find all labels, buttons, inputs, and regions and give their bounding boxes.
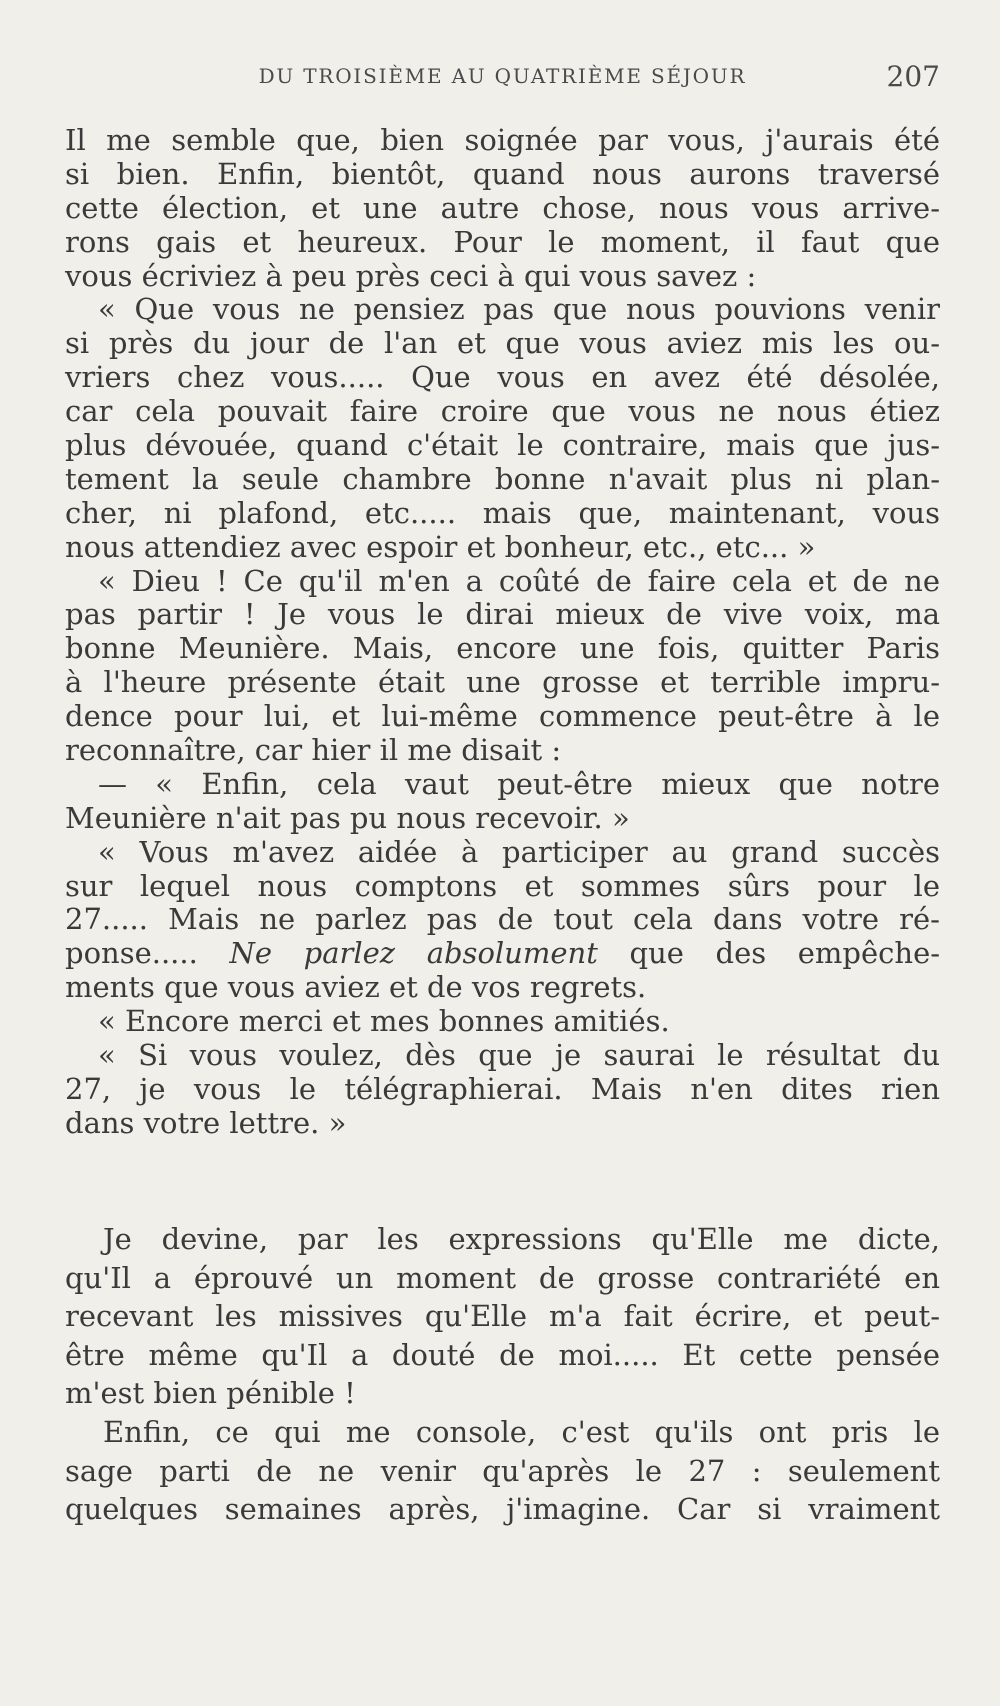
text-line: — « Enfin, cela vaut peut-être mieux que notre	[98, 766, 940, 801]
text-line: être même qu'Il a douté de moi..... Et cette pensée	[65, 1337, 940, 1372]
text-line: « Dieu ! Ce qu'il m'en a coûté de faire cela et de ne	[98, 563, 940, 598]
italic-emphasis: Ne parlez absolument	[229, 936, 598, 971]
text-line: Meunière n'ait pas pu nous recevoir. »	[65, 800, 630, 835]
text-line: « Si vous voulez, dès que je saurai le résultat du	[98, 1038, 940, 1073]
text-line: à l'heure présente était une grosse et terrible impru-	[65, 665, 940, 700]
text-line: « Encore merci et mes bonnes amitiés.	[98, 1004, 670, 1039]
text-line: « Que vous ne pensiez pas que nous pouvions venir	[98, 292, 940, 327]
narrative-text-block	[65, 1220, 940, 1529]
text-line: rons gais et heureux. Pour le moment, il faut que	[65, 224, 940, 259]
text-line: bonne Meunière. Mais, encore une fois, quitter Paris	[65, 631, 940, 666]
text-line: recevant les missives qu'Elle m'a fait écrire, et peut-	[65, 1299, 940, 1334]
text-line: 27..... Mais ne parlez pas de tout cela dans votre ré-	[65, 902, 940, 937]
text-fragment: que des empêche-	[629, 936, 941, 971]
text-line: sage parti de ne venir qu'après le 27 : seulement	[65, 1453, 940, 1488]
text-line: nous attendiez avec espoir et bonheur, etc., etc... »	[65, 529, 816, 564]
text-line	[65, 937, 940, 971]
letter-text-block	[65, 124, 940, 1141]
text-line: m'est bien pénible !	[65, 1376, 356, 1411]
text-line: cher, ni plafond, etc..... mais que, maintenant, vous	[65, 495, 940, 530]
text-line: vriers chez vous..... Que vous en avez été désolée,	[65, 360, 940, 395]
text-line: vous écriviez à peu près ceci à qui vous savez :	[65, 258, 757, 293]
text-line: car cela pouvait faire croire que vous ne nous étiez	[65, 394, 940, 429]
running-head	[65, 60, 940, 96]
text-line: cette élection, et une autre chose, nous vous arrive-	[65, 190, 940, 225]
text-line: dans votre lettre. »	[65, 1105, 347, 1140]
text-line: « Vous m'avez aidée à participer au grand succès	[98, 834, 940, 869]
text-line: 27, je vous le télégraphierai. Mais n'en dites rien	[65, 1071, 940, 1106]
text-line: si près du jour de l'an et que vous aviez mis les ou-	[65, 326, 940, 361]
text-line: quelques semaines après, j'imagine. Car si vraiment	[65, 1492, 940, 1527]
text-line: si bien. Enfin, bientôt, quand nous aurons traversé	[65, 156, 940, 191]
text-line: plus dévouée, quand c'était le contraire, mais que jus-	[65, 428, 940, 463]
text-line: pas partir ! Je vous le dirai mieux de vive voix, ma	[65, 597, 940, 632]
page-number: 207	[886, 60, 940, 93]
text-line: Enfin, ce qui me console, c'est qu'ils ont pris le	[103, 1414, 940, 1449]
text-line: qu'Il a éprouvé un moment de grosse contrariété en	[65, 1260, 940, 1295]
text-fragment: ponse.....	[65, 936, 198, 971]
text-line: sur lequel nous comptons et sommes sûrs pour le	[65, 868, 940, 903]
text-line: reconnaître, car hier il me disait :	[65, 733, 562, 768]
text-line: Je devine, par les expressions qu'Elle me dicte,	[103, 1222, 940, 1256]
running-title: DU TROISIÈME AU QUATRIÈME SÉJOUR	[258, 64, 747, 88]
text-line: dence pour lui, et lui-même commence peut-être à le	[65, 699, 940, 734]
text-line: Il me semble que, bien soignée par vous, j'aurais été	[65, 123, 940, 157]
text-line: ments que vous aviez et de vos regrets.	[65, 970, 647, 1005]
text-line: tement la seule chambre bonne n'avait plus ni plan-	[65, 461, 940, 496]
